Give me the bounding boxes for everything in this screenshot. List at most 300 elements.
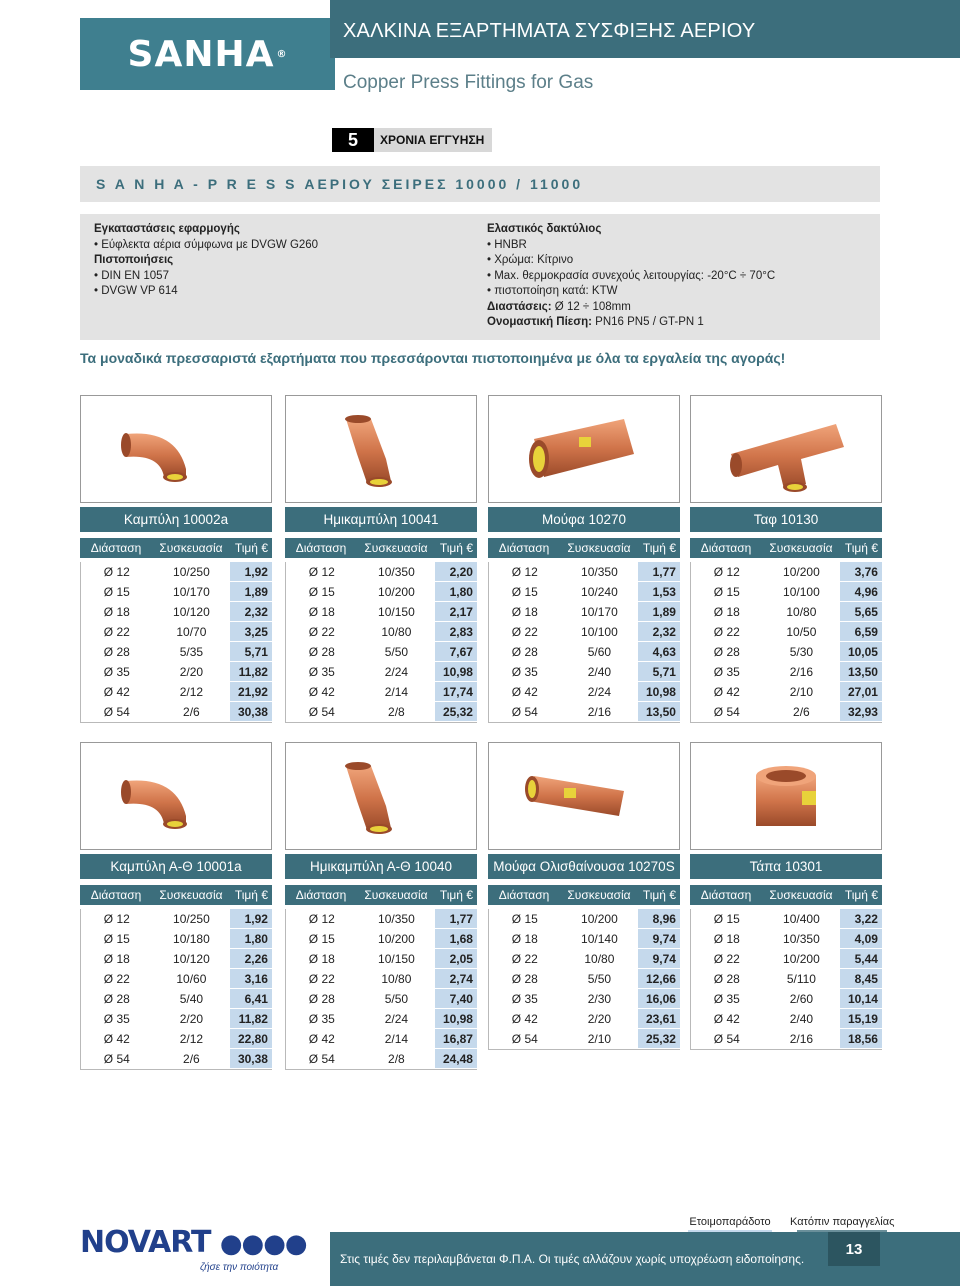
table-row — [488, 582, 680, 602]
cell-dimension: Ø 22 — [511, 625, 538, 639]
table-row — [285, 702, 477, 722]
product-card — [488, 742, 680, 1050]
col-package: Συσκευασία — [567, 888, 631, 902]
cell-package: 2/6 — [183, 1052, 200, 1066]
cell-dimension: Ø 42 — [103, 1032, 130, 1046]
cell-package: 10/400 — [783, 912, 820, 926]
product-card — [285, 395, 477, 723]
legend-on-order — [790, 1216, 894, 1233]
product-title: Μούφα Ολισθαίνουσα 10270S — [488, 854, 680, 879]
notice-text: Τα μοναδικά πρεσσαριστά εξαρτήματα που πρεσσάρονται πιστοποιημένα με όλα τα εργαλεία της αγοράς! — [80, 350, 786, 366]
cell-price: 1,92 — [230, 562, 272, 582]
tee-icon — [690, 395, 882, 503]
cell-dimension: Ø 18 — [713, 932, 740, 946]
cell-dimension: Ø 28 — [511, 645, 538, 659]
col-dimension: Διάσταση — [295, 541, 347, 555]
cell-dimension: Ø 18 — [103, 952, 130, 966]
table-row — [488, 929, 680, 949]
col-package: Συσκευασία — [769, 541, 833, 555]
spec-line — [487, 253, 775, 269]
cell-price: 4,96 — [840, 582, 882, 602]
cell-dimension: Ø 12 — [713, 565, 740, 579]
cell-dimension: Ø 42 — [308, 1032, 335, 1046]
elbow-45-icon — [285, 395, 477, 503]
cell-dimension: Ø 12 — [308, 565, 335, 579]
spec-heading: Ελαστικός δακτύλιος — [487, 223, 602, 235]
warranty-years: 5 — [332, 128, 374, 152]
table-row — [488, 989, 680, 1009]
table-row — [80, 642, 272, 662]
cell-dimension: Ø 15 — [103, 585, 130, 599]
cell-price: 2,05 — [435, 949, 477, 969]
cell-dimension: Ø 42 — [511, 1012, 538, 1026]
cell-price: 3,25 — [230, 622, 272, 642]
cell-dimension: Ø 42 — [308, 685, 335, 699]
cell-dimension: Ø 54 — [713, 705, 740, 719]
cell-package: 10/200 — [378, 932, 415, 946]
table-header — [488, 538, 680, 558]
cell-dimension: Ø 22 — [713, 952, 740, 966]
cell-dimension: Ø 28 — [308, 645, 335, 659]
table-row — [488, 949, 680, 969]
page-subtitle: Copper Press Fittings for Gas — [343, 72, 594, 93]
col-price: Τιμή € — [439, 541, 473, 555]
cell-price: 32,93 — [840, 702, 882, 722]
spec-text: • πιστοποίηση κατά: KTW — [487, 285, 618, 297]
table-row — [80, 622, 272, 642]
col-price: Τιμή € — [844, 888, 878, 902]
table-row — [80, 682, 272, 702]
spec-line — [94, 238, 318, 254]
table-row — [285, 682, 477, 702]
cell-price: 23,61 — [638, 1009, 680, 1029]
table-row — [80, 1029, 272, 1049]
spec-text: Ø 12 ÷ 108mm — [551, 300, 631, 313]
cell-price: 17,74 — [435, 682, 477, 702]
price-table — [690, 562, 882, 723]
cell-price: 5,71 — [230, 642, 272, 662]
cell-dimension: Ø 22 — [103, 972, 130, 986]
table-row — [80, 1009, 272, 1029]
novart-logo — [80, 1225, 307, 1260]
warranty-badge — [332, 128, 492, 152]
table-row — [488, 642, 680, 662]
product-card — [80, 395, 272, 723]
cell-price: 7,40 — [435, 989, 477, 1009]
table-row — [285, 949, 477, 969]
cell-price: 10,14 — [840, 989, 882, 1009]
spec-text: PN16 PN5 / GT-PN 1 — [591, 316, 704, 328]
table-row — [285, 989, 477, 1009]
coupling-icon — [488, 395, 680, 503]
cell-package: 5/110 — [786, 972, 816, 986]
product-card — [690, 395, 882, 723]
cell-package: 2/6 — [793, 705, 810, 719]
cell-price: 1,77 — [638, 562, 680, 582]
cell-package: 2/60 — [789, 992, 814, 1006]
table-row — [285, 622, 477, 642]
spec-line — [487, 300, 775, 316]
cell-price: 6,59 — [840, 622, 882, 642]
product-card — [488, 395, 680, 723]
cell-dimension: Ø 42 — [103, 685, 130, 699]
cell-package: 5/35 — [179, 645, 204, 659]
cell-package: 2/24 — [384, 665, 409, 679]
cell-price: 2,32 — [638, 622, 680, 642]
table-row — [488, 1009, 680, 1029]
col-package: Συσκευασία — [769, 888, 833, 902]
cell-price: 16,87 — [435, 1029, 477, 1049]
cell-package: 2/10 — [789, 685, 814, 699]
cell-package: 5/60 — [587, 645, 612, 659]
table-row — [80, 989, 272, 1009]
cell-price: 11,82 — [230, 662, 272, 682]
table-row — [285, 1029, 477, 1049]
footer-slogan: ζήσε την ποιότητα — [200, 1262, 279, 1273]
cell-price: 30,38 — [230, 702, 272, 722]
cell-package: 10/180 — [173, 932, 210, 946]
header — [330, 0, 960, 110]
elbow-45-mf-icon — [285, 742, 477, 850]
legend-in-stock — [688, 1216, 772, 1233]
spec-line — [94, 269, 318, 285]
cell-package: 10/200 — [581, 912, 618, 926]
cell-package: 2/20 — [587, 1012, 612, 1026]
price-table — [488, 562, 680, 723]
cell-price: 2,17 — [435, 602, 477, 622]
page-number: 13 — [828, 1232, 880, 1266]
table-row — [690, 949, 882, 969]
spec-line — [487, 315, 775, 331]
product-title: Ημικαμπύλη Α-Θ 10040 — [285, 854, 477, 879]
cell-price: 12,66 — [638, 969, 680, 989]
table-row — [690, 1009, 882, 1029]
cell-dimension: Ø 22 — [511, 952, 538, 966]
table-row — [690, 662, 882, 682]
cell-dimension: Ø 15 — [713, 585, 740, 599]
product-title: Καμπύλη Α-Θ 10001a — [80, 854, 272, 879]
cell-price: 2,32 — [230, 602, 272, 622]
cell-package: 10/70 — [176, 625, 207, 639]
spec-heading: Πιστοποιήσεις — [94, 254, 174, 266]
cell-dimension: Ø 35 — [308, 665, 335, 679]
price-table — [285, 562, 477, 723]
cell-package: 2/14 — [384, 685, 409, 699]
cell-price: 2,26 — [230, 949, 272, 969]
cell-price: 13,50 — [638, 702, 680, 722]
cell-dimension: Ø 35 — [103, 665, 130, 679]
table-header — [80, 885, 272, 905]
cell-package: 2/16 — [789, 665, 814, 679]
cell-price: 2,83 — [435, 622, 477, 642]
product-card — [690, 742, 882, 1050]
cell-package: 10/150 — [378, 605, 415, 619]
table-row — [690, 622, 882, 642]
cell-package: 2/24 — [587, 685, 612, 699]
cell-price: 5,44 — [840, 949, 882, 969]
cell-package: 10/200 — [783, 565, 820, 579]
cell-dimension: Ø 35 — [308, 1012, 335, 1026]
page-title: ΧΑΛΚΙΝΑ ΕΞΑΡΤΗΜΑΤΑ ΣΥΣΦΙΞΗΣ ΑΕΡΙΟΥ — [330, 0, 960, 58]
cell-price: 8,96 — [638, 909, 680, 929]
novart-bubbles-icon: ●●●● — [219, 1229, 307, 1259]
cell-dimension: Ø 28 — [103, 992, 130, 1006]
spec-line — [94, 284, 318, 300]
product-title: Ταφ 10130 — [690, 507, 882, 532]
col-price: Τιμή € — [234, 888, 268, 902]
footer-brand: NOVART — [80, 1225, 211, 1260]
price-table — [285, 909, 477, 1070]
table-header — [488, 885, 680, 905]
col-package: Συσκευασία — [364, 888, 428, 902]
cell-price: 1,80 — [230, 929, 272, 949]
table-header — [690, 538, 882, 558]
cell-price: 11,82 — [230, 1009, 272, 1029]
col-package: Συσκευασία — [159, 541, 223, 555]
cell-package: 2/6 — [183, 705, 200, 719]
cell-dimension: Ø 12 — [511, 565, 538, 579]
table-row — [488, 682, 680, 702]
table-row — [285, 562, 477, 582]
cell-package: 2/10 — [587, 1032, 612, 1046]
cell-price: 4,63 — [638, 642, 680, 662]
col-dimension: Διάσταση — [90, 888, 142, 902]
cell-price: 5,65 — [840, 602, 882, 622]
cell-price: 13,50 — [840, 662, 882, 682]
table-row — [80, 909, 272, 929]
cell-dimension: Ø 28 — [308, 992, 335, 1006]
col-price: Τιμή € — [642, 541, 676, 555]
cell-package: 2/30 — [587, 992, 612, 1006]
cell-price: 1,80 — [435, 582, 477, 602]
col-package: Συσκευασία — [159, 888, 223, 902]
cell-dimension: Ø 35 — [511, 665, 538, 679]
cell-price: 1,89 — [638, 602, 680, 622]
footer-disclaimer: Στις τιμές δεν περιλαμβάνεται Φ.Π.Α. Οι τιμές αλλάζουν χωρίς υποχρέωση ειδοποίησης. — [330, 1232, 960, 1286]
table-row — [285, 642, 477, 662]
cell-package: 10/100 — [783, 585, 820, 599]
cell-dimension: Ø 54 — [103, 705, 130, 719]
spec-panel — [80, 214, 880, 340]
cell-dimension: Ø 42 — [713, 1012, 740, 1026]
cell-dimension: Ø 18 — [308, 952, 335, 966]
cell-price: 25,32 — [638, 1029, 680, 1049]
cell-dimension: Ø 22 — [308, 625, 335, 639]
cell-price: 9,74 — [638, 949, 680, 969]
col-dimension: Διάσταση — [295, 888, 347, 902]
table-row — [285, 602, 477, 622]
cell-package: 10/350 — [378, 565, 415, 579]
table-row — [80, 929, 272, 949]
cell-dimension: Ø 54 — [308, 1052, 335, 1066]
spec-text: • DIN EN 1057 — [94, 269, 169, 282]
table-row — [285, 1049, 477, 1069]
cell-package: 2/40 — [789, 1012, 814, 1026]
cell-price: 18,56 — [840, 1029, 882, 1049]
cell-price: 3,16 — [230, 969, 272, 989]
table-row — [690, 582, 882, 602]
cell-dimension: Ø 54 — [713, 1032, 740, 1046]
table-row — [80, 1049, 272, 1069]
cell-dimension: Ø 18 — [713, 605, 740, 619]
cell-dimension: Ø 42 — [713, 685, 740, 699]
cell-dimension: Ø 54 — [308, 705, 335, 719]
sanha-logo — [80, 18, 335, 90]
cell-package: 2/8 — [388, 705, 405, 719]
legend-on-order-label: Κατόπιν παραγγελίας — [790, 1216, 895, 1228]
table-row — [285, 582, 477, 602]
cell-dimension: Ø 18 — [511, 605, 538, 619]
cell-price: 16,06 — [638, 989, 680, 1009]
cell-package: 2/20 — [179, 665, 204, 679]
table-row — [488, 662, 680, 682]
registered-mark: ® — [276, 48, 288, 60]
table-row — [690, 989, 882, 1009]
cell-price: 30,38 — [230, 1049, 272, 1069]
cell-package: 10/80 — [381, 625, 412, 639]
cell-package: 10/250 — [173, 912, 210, 926]
spec-text: • DVGW VP 614 — [94, 285, 178, 297]
cell-price: 5,71 — [638, 662, 680, 682]
cell-package: 10/80 — [584, 952, 615, 966]
table-row — [690, 909, 882, 929]
cell-package: 2/24 — [384, 1012, 409, 1026]
col-dimension: Διάσταση — [498, 888, 550, 902]
table-row — [285, 1009, 477, 1029]
table-row — [488, 1029, 680, 1049]
cell-package: 10/120 — [173, 952, 210, 966]
col-price: Τιμή € — [439, 888, 473, 902]
cell-dimension: Ø 15 — [308, 585, 335, 599]
spec-left — [94, 222, 318, 300]
end-cap-icon — [690, 742, 882, 850]
table-row — [690, 642, 882, 662]
product-title: Μούφα 10270 — [488, 507, 680, 532]
cell-price: 22,80 — [230, 1029, 272, 1049]
table-row — [80, 969, 272, 989]
table-row — [690, 562, 882, 582]
price-table — [488, 909, 680, 1050]
cell-price: 24,48 — [435, 1049, 477, 1069]
cell-price: 15,19 — [840, 1009, 882, 1029]
elbow-90-icon — [80, 395, 272, 503]
cell-package: 10/200 — [378, 585, 415, 599]
spec-text: • Χρώμα: Κίτρινο — [487, 254, 574, 266]
cell-dimension: Ø 35 — [103, 1012, 130, 1026]
table-row — [80, 702, 272, 722]
cell-package: 2/12 — [179, 685, 204, 699]
table-row — [488, 622, 680, 642]
cell-package: 10/50 — [786, 625, 817, 639]
cell-price: 1,92 — [230, 909, 272, 929]
spec-line — [94, 253, 318, 269]
cell-dimension: Ø 28 — [713, 645, 740, 659]
cell-dimension: Ø 35 — [511, 992, 538, 1006]
price-table — [690, 909, 882, 1050]
brand-name: SANHA — [127, 33, 275, 75]
cell-price: 1,77 — [435, 909, 477, 929]
cell-price: 3,76 — [840, 562, 882, 582]
table-row — [488, 702, 680, 722]
table-row — [285, 929, 477, 949]
table-header — [80, 538, 272, 558]
col-dimension: Διάσταση — [700, 541, 752, 555]
spec-line — [487, 222, 775, 238]
cell-price: 9,74 — [638, 929, 680, 949]
cell-package: 10/250 — [173, 565, 210, 579]
cell-dimension: Ø 12 — [308, 912, 335, 926]
table-row — [690, 929, 882, 949]
cell-package: 2/14 — [384, 1032, 409, 1046]
table-row — [690, 702, 882, 722]
cell-package: 10/140 — [581, 932, 618, 946]
product-card — [80, 742, 272, 1070]
table-row — [488, 909, 680, 929]
cell-price: 10,98 — [638, 682, 680, 702]
table-row — [488, 562, 680, 582]
spec-text: • Max. θερμοκρασία συνεχούς λειτουργίας: -20°C ÷ 70°C — [487, 269, 776, 282]
cell-package: 10/200 — [783, 952, 820, 966]
cell-dimension: Ø 54 — [511, 1032, 538, 1046]
cell-price: 10,05 — [840, 642, 882, 662]
table-row — [80, 662, 272, 682]
cell-package: 10/100 — [581, 625, 618, 639]
cell-package: 5/30 — [789, 645, 814, 659]
product-title: Ημικαμπύλη 10041 — [285, 507, 477, 532]
col-package: Συσκευασία — [364, 541, 428, 555]
cell-package: 5/50 — [384, 992, 409, 1006]
cell-dimension: Ø 42 — [511, 685, 538, 699]
col-price: Τιμή € — [642, 888, 676, 902]
cell-price: 21,92 — [230, 682, 272, 702]
spec-line — [94, 222, 318, 238]
spec-heading: Εγκαταστάσεις εφαρμογής — [94, 223, 240, 235]
cell-package: 2/16 — [587, 705, 612, 719]
cell-price: 7,67 — [435, 642, 477, 662]
col-price: Τιμή € — [844, 541, 878, 555]
warranty-label: ΧΡΟΝΙΑ ΕΓΓΥΗΣΗ — [374, 128, 492, 152]
table-header — [285, 538, 477, 558]
cell-dimension: Ø 15 — [713, 912, 740, 926]
cell-price: 4,09 — [840, 929, 882, 949]
cell-price: 27,01 — [840, 682, 882, 702]
cell-package: 10/350 — [378, 912, 415, 926]
cell-dimension: Ø 18 — [511, 932, 538, 946]
cell-dimension: Ø 54 — [103, 1052, 130, 1066]
cell-dimension: Ø 18 — [103, 605, 130, 619]
table-header — [690, 885, 882, 905]
table-row — [80, 602, 272, 622]
cell-dimension: Ø 18 — [308, 605, 335, 619]
table-row — [488, 602, 680, 622]
cell-package: 10/80 — [786, 605, 817, 619]
spec-text: • Εύφλεκτα αέρια σύμφωνα με DVGW G260 — [94, 238, 319, 251]
cell-package: 2/8 — [388, 1052, 405, 1066]
cell-dimension: Ø 15 — [103, 932, 130, 946]
col-package: Συσκευασία — [567, 541, 631, 555]
cell-price: 1,68 — [435, 929, 477, 949]
spec-heading: Ονομαστική Πίεση: — [487, 316, 592, 328]
cell-package: 5/50 — [384, 645, 409, 659]
col-dimension: Διάσταση — [498, 541, 550, 555]
spec-heading: Διαστάσεις: — [487, 300, 552, 313]
series-heading: S A N H A - P R E S S ΑΕΡΙΟΥ ΣΕΙΡΕΣ 10000 / 11000 — [80, 166, 880, 202]
cell-price: 6,41 — [230, 989, 272, 1009]
product-title: Τάπα 10301 — [690, 854, 882, 879]
cell-package: 10/120 — [173, 605, 210, 619]
price-table — [80, 562, 272, 723]
cell-package: 10/350 — [783, 932, 820, 946]
